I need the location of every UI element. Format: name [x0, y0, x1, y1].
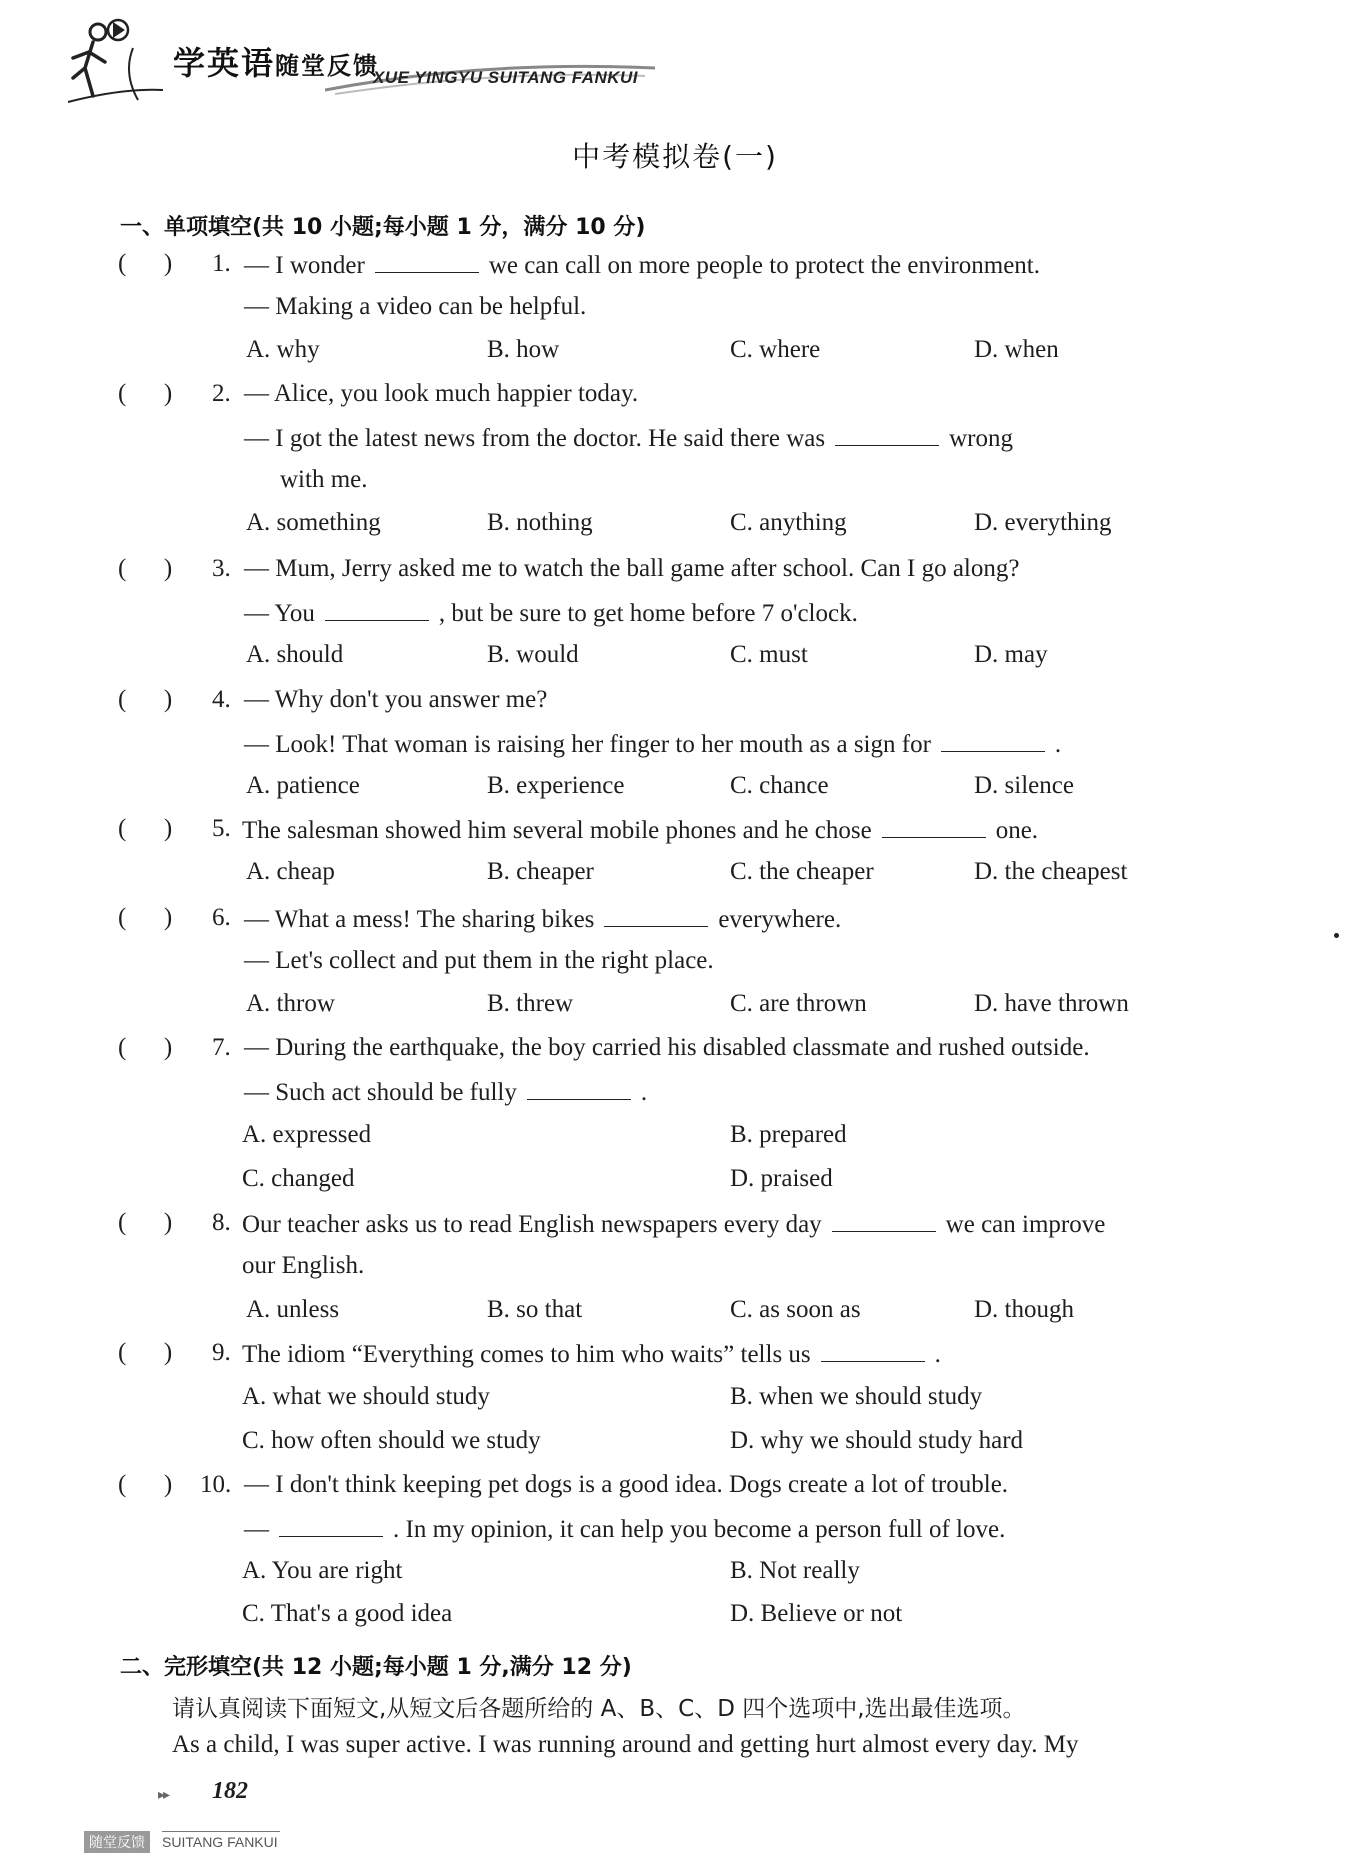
option-item[interactable]: D. have thrown [974, 990, 1129, 1017]
option-item[interactable]: A. patience [246, 772, 360, 799]
answer-paren: ( ) [118, 686, 173, 713]
line-before: — Such act should be fully [244, 1079, 517, 1106]
line-before: Our teacher asks us to read English newspapers every day [242, 1211, 822, 1238]
line-before: The idiom “Everything comes to him who waits” tells us [242, 1341, 811, 1368]
option-item[interactable]: B. cheaper [487, 858, 594, 885]
option-item[interactable]: C. must [730, 641, 808, 668]
option-item[interactable]: A. expressed [242, 1121, 372, 1148]
option-item[interactable]: A. throw [246, 990, 335, 1017]
option-item[interactable]: B. Not really [730, 1557, 860, 1584]
line-before: — You [244, 600, 315, 627]
question-line: — Alice, you look much happier today. [244, 380, 639, 407]
answer-paren: ( ) [118, 380, 173, 407]
answer-blank[interactable] [527, 1077, 631, 1100]
option-item[interactable]: C. chance [730, 772, 829, 799]
question-line [244, 423, 1013, 453]
line-after: we can call on more people to protect the environment. [488, 252, 1040, 279]
question-line: — Making a video can be helpful. [244, 293, 587, 320]
question-number: 2. [212, 380, 231, 407]
answer-paren: ( ) [118, 1034, 173, 1061]
answer-blank[interactable] [941, 729, 1045, 752]
question-line: — Mum, Jerry asked me to watch the ball game after school. Can I go along? [244, 555, 1020, 582]
question-number: 8. [212, 1209, 231, 1236]
section2-instruction: 请认真阅读下面短文,从短文后各题所给的 A、B、C、D 四个选项中,选出最佳选项。 [172, 1696, 1026, 1722]
option-item[interactable]: B. threw [487, 990, 574, 1017]
page-title: 中考模拟卷(一) [572, 140, 778, 173]
option-item[interactable]: C. That's a good idea [242, 1600, 453, 1627]
line-after: one. [995, 817, 1039, 844]
line-after: wrong [949, 425, 1013, 452]
option-item[interactable]: C. where [730, 336, 821, 363]
option-item[interactable]: D. silence [974, 772, 1074, 799]
option-item[interactable]: D. may [974, 641, 1048, 668]
page-number: 182 [212, 1778, 248, 1804]
question-number: 10. [200, 1471, 232, 1498]
option-item[interactable]: D. why we should study hard [730, 1427, 1024, 1454]
runner-logo-icon [63, 18, 173, 108]
question-number: 1. [212, 250, 231, 277]
page-arrow-icon: ▸▸ [158, 1788, 169, 1803]
option-item[interactable]: C. how often should we study [242, 1427, 541, 1454]
option-item[interactable]: A. cheap [246, 858, 335, 885]
option-item[interactable]: A. why [246, 336, 320, 363]
question-line: with me. [280, 466, 368, 493]
passage-start: As a child, I was super active. I was running around and getting hurt almost every day. My [172, 1731, 1079, 1758]
answer-blank[interactable] [832, 1209, 936, 1232]
option-item[interactable]: C. changed [242, 1165, 355, 1192]
option-item[interactable]: D. everything [974, 509, 1112, 536]
line-after: everywhere. [718, 906, 842, 933]
question-line [244, 250, 1040, 280]
question-line [244, 904, 841, 934]
question-line [244, 1514, 1005, 1544]
option-item[interactable]: D. though [974, 1296, 1074, 1323]
option-item[interactable]: B. experience [487, 772, 625, 799]
stray-dot [1334, 933, 1339, 938]
answer-blank[interactable] [279, 1514, 383, 1537]
brand-cn-sub: 随堂反馈 [275, 52, 380, 80]
line-before: — What a mess! The sharing bikes [244, 906, 595, 933]
option-item[interactable]: C. as soon as [730, 1296, 861, 1323]
option-item[interactable]: B. how [487, 336, 560, 363]
option-item[interactable]: B. nothing [487, 509, 593, 536]
option-item[interactable]: D. when [974, 336, 1059, 363]
option-item[interactable]: D. the cheapest [974, 858, 1128, 885]
answer-blank[interactable] [821, 1339, 925, 1362]
option-item[interactable]: A. something [246, 509, 381, 536]
question-line [242, 815, 1038, 845]
question-number: 5. [212, 815, 231, 842]
option-item[interactable]: B. so that [487, 1296, 583, 1323]
section2-heading: 二、完形填空(共 12 小题;每小题 1 分,满分 12 分) [120, 1655, 632, 1680]
option-item[interactable]: D. Believe or not [730, 1600, 903, 1627]
answer-paren: ( ) [118, 815, 173, 842]
option-item[interactable]: B. when we should study [730, 1383, 983, 1410]
line-after: . [934, 1341, 941, 1368]
answer-blank[interactable] [835, 423, 939, 446]
footer-rule [162, 1831, 280, 1832]
book-header [55, 10, 655, 102]
section1-heading: 一、单项填空(共 10 小题;每小题 1 分，满分 10 分) [120, 215, 646, 240]
question-number: 9. [212, 1339, 231, 1366]
footer-tag: 随堂反馈 [84, 1831, 150, 1853]
line-after: . [1054, 731, 1062, 758]
question-number: 7. [212, 1034, 231, 1061]
option-item[interactable]: A. should [246, 641, 344, 668]
question-number: 6. [212, 904, 231, 931]
brand-cn-main: 学英语 [173, 44, 276, 82]
option-item[interactable]: C. anything [730, 509, 847, 536]
line-after: . In my opinion, it can help you become a person full of love. [393, 1516, 1006, 1543]
line-before: — Look! That woman is raising her finger to her mouth as a sign for [244, 731, 931, 758]
line-after: , but be sure to get home before 7 o'clock. [438, 600, 858, 627]
answer-paren: ( ) [118, 1339, 173, 1366]
line-before: — I wonder [244, 252, 365, 279]
line-before: — [244, 1516, 269, 1543]
answer-blank[interactable] [882, 815, 986, 838]
option-item[interactable]: C. are thrown [730, 990, 867, 1017]
answer-paren: ( ) [118, 904, 173, 931]
option-item[interactable]: D. praised [730, 1165, 833, 1192]
answer-paren: ( ) [118, 555, 173, 582]
question-line [244, 1077, 647, 1107]
question-line: — During the earthquake, the boy carried his disabled classmate and rushed outside. [244, 1034, 1090, 1061]
question-line: — Let's collect and put them in the right place. [244, 947, 714, 974]
question-line [244, 598, 858, 628]
answer-blank[interactable] [375, 250, 479, 273]
option-item[interactable]: B. would [487, 641, 579, 668]
question-line [242, 1339, 941, 1369]
question-line [244, 729, 1061, 759]
question-number: 3. [212, 555, 231, 582]
option-item[interactable]: B. prepared [730, 1121, 847, 1148]
option-item[interactable]: C. the cheaper [730, 858, 874, 885]
question-line [242, 1209, 1105, 1239]
brand-english: XUE YINGYU SUITANG FANKUI [373, 68, 639, 87]
line-before: The salesman showed him several mobile phones and he chose [242, 817, 872, 844]
answer-paren: ( ) [118, 1471, 173, 1498]
question-number: 4. [212, 686, 231, 713]
question-line: — Why don't you answer me? [244, 686, 548, 713]
question-line: our English. [242, 1252, 365, 1279]
answer-blank[interactable] [604, 904, 708, 927]
answer-paren: ( ) [118, 1209, 173, 1236]
answer-blank[interactable] [325, 598, 429, 621]
footer-tag-english: SUITANG FANKUI [162, 1834, 278, 1850]
option-item[interactable]: A. unless [246, 1296, 340, 1323]
line-before: — I got the latest news from the doctor. He said there was [244, 425, 826, 452]
answer-paren: ( ) [118, 250, 173, 277]
option-item[interactable]: A. You are right [242, 1557, 403, 1584]
option-item[interactable]: A. what we should study [242, 1383, 490, 1410]
question-line: — I don't think keeping pet dogs is a good idea. Dogs create a lot of trouble. [244, 1471, 1009, 1498]
line-after: . [640, 1079, 648, 1106]
line-after: we can improve [945, 1211, 1106, 1238]
